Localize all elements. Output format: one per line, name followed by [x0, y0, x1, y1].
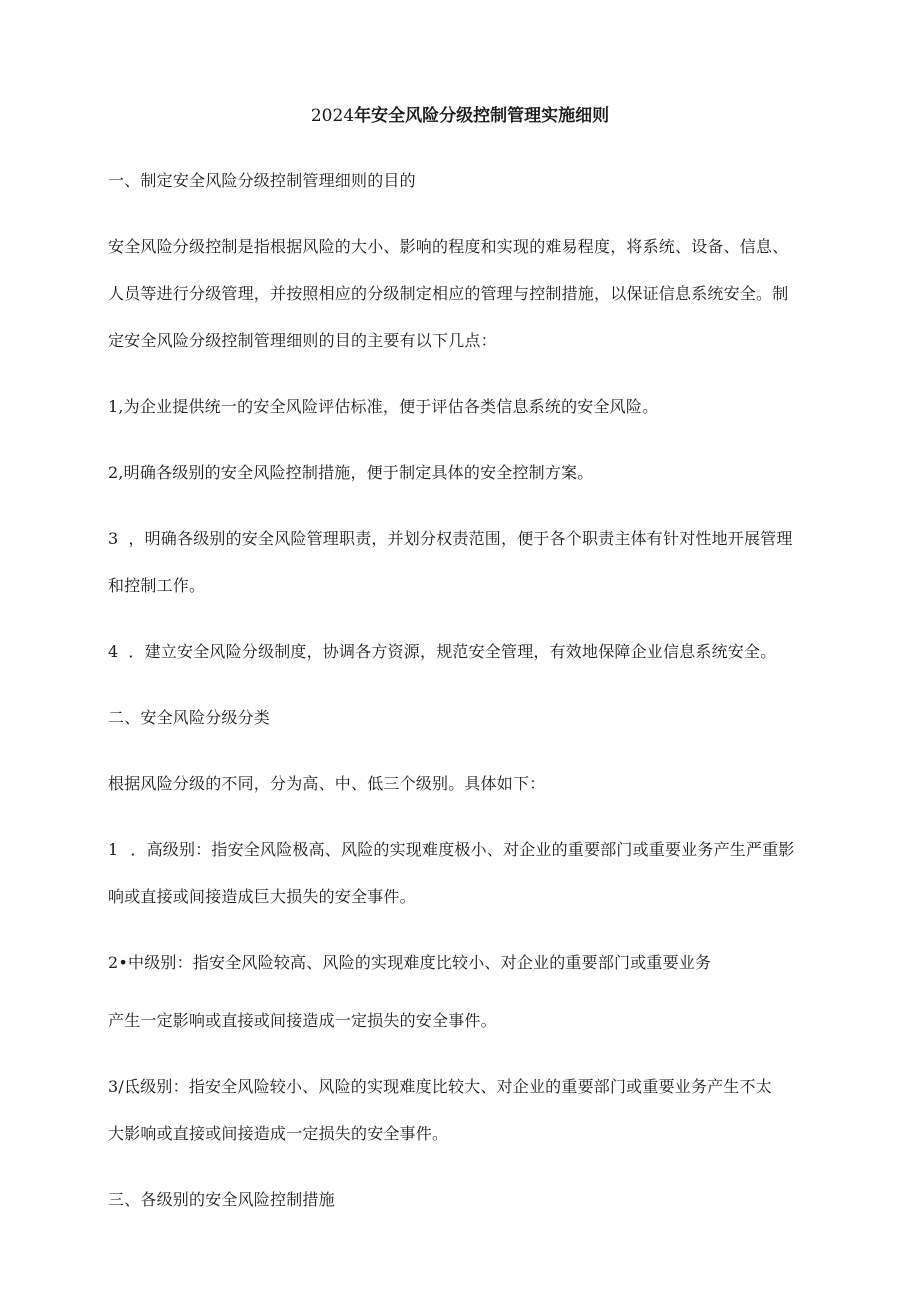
section-1-intro-line-1: 安全风险分级控制是指根据风险的大小、影响的程度和实现的难易程度，将系统、设备、信息、	[108, 237, 789, 256]
section-2-item-1-continued: 响或直接或间接造成巨大损失的安全事件。	[108, 887, 416, 906]
document-title	[0, 104, 920, 128]
title-text: 年安全风险分级控制管理实施细则	[354, 106, 610, 126]
section-1-item-2	[108, 462, 593, 484]
section-2-item-3	[108, 1076, 772, 1098]
item-text: •中级别：指安全风险较高、风险的实现难度比较小、对企业的重要部门或重要业务	[118, 953, 712, 972]
item-text: ．建立安全风险分级制度，协调各方资源，规范安全管理，有效地保障企业信息系统安全。	[128, 642, 777, 661]
section-1-item-3	[108, 528, 793, 550]
section-2-item-2	[108, 952, 711, 974]
item-number: 1,	[108, 397, 124, 416]
item-number: 2,	[108, 463, 124, 482]
section-1-intro-line-3: 定安全风险分级控制管理细则的目的主要有以下几点：	[108, 331, 497, 350]
section-1-heading: 一、制定安全风险分级控制管理细则的目的	[108, 171, 416, 190]
section-1-item-1	[108, 396, 658, 418]
item-text: ．高级别：指安全风险极高、风险的实现难度极小、对企业的重要部门或重要业务产生严重影	[130, 840, 795, 859]
section-2-heading: 二、安全风险分级分类	[108, 708, 271, 727]
section-2-item-1	[108, 839, 795, 861]
item-text: 明确各级别的安全风险控制措施，便于制定具体的安全控制方案。	[123, 463, 594, 482]
section-1-item-3-continued: 和控制工作。	[108, 576, 206, 595]
section-3-heading: 三、各级别的安全风险控制措施	[108, 1190, 335, 1209]
item-number: 3	[108, 529, 119, 548]
item-text: ，明确各级别的安全风险管理职责，并划分权责范围，便于各个职责主体有针对性地开展管理	[128, 529, 793, 548]
section-2-intro: 根据风险分级的不同，分为高、中、低三个级别。具体如下：	[108, 774, 546, 793]
item-text: 氐级别：指安全风险较小、风险的实现难度比较大、对企业的重要部门或重要业务产生不太	[123, 1077, 772, 1096]
item-number: 3/	[108, 1077, 124, 1096]
section-1-item-4	[108, 641, 776, 663]
section-1-intro-line-2: 人员等进行分级管理，并按照相应的分级制定相应的管理与控制措施，以保证信息系统安全。制	[108, 284, 789, 303]
item-number: 2	[108, 953, 119, 972]
section-2-item-2-continued: 产生一定影响或直接或间接造成一定损失的安全事件。	[108, 1011, 497, 1030]
title-year: 2024	[310, 106, 355, 126]
item-text: 为企业提供统一的安全风险评估标准，便于评估各类信息系统的安全风险。	[123, 397, 659, 416]
section-2-item-3-continued: 大影响或直接或间接造成一定损失的安全事件。	[108, 1124, 449, 1143]
item-number: 4	[108, 642, 119, 661]
item-number: 1	[108, 840, 119, 859]
